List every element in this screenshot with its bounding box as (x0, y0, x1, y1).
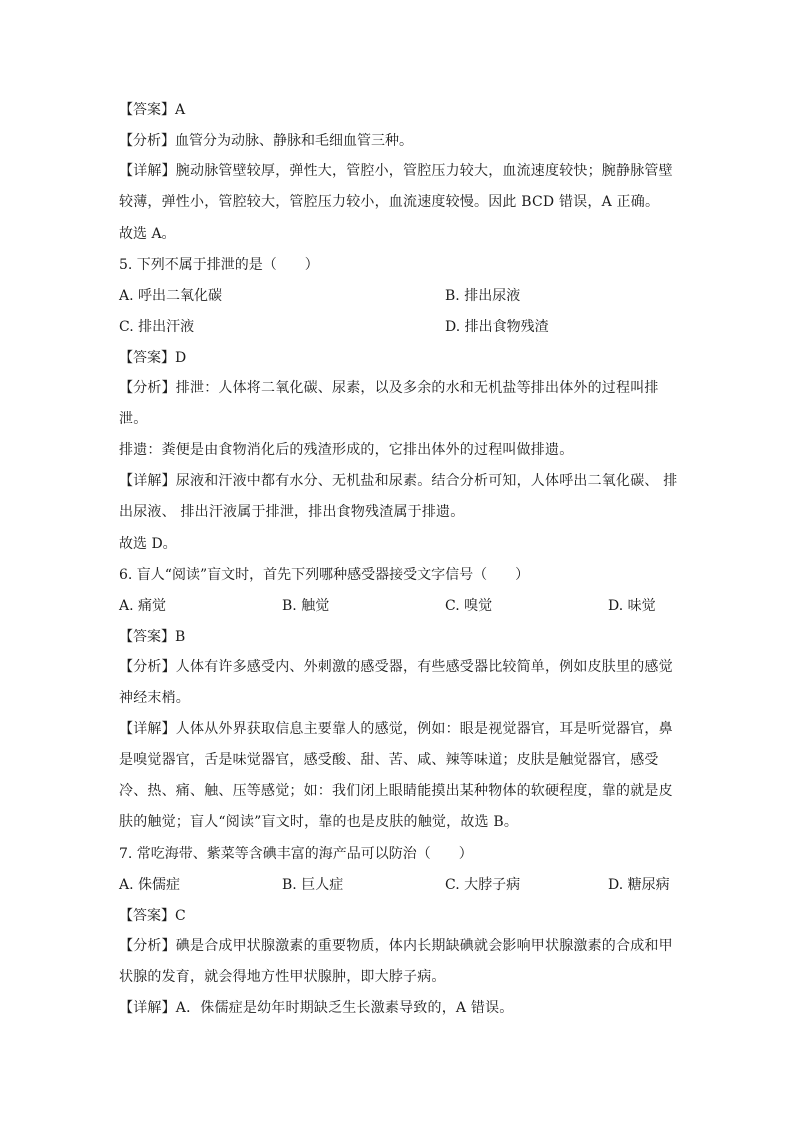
q6-analysis: 【分析】人体有许多感受内、外刺激的感受器，有些感受器比较简单，例如皮肤里的感觉神经末梢。 (119, 659, 673, 706)
q7-analysis: 【分析】碘是合成甲状腺激素的重要物质，体内长期缺碘就会影响甲状腺激素的合成和甲状腺的发育，就会得地方性甲状腺肿，即大脖子病。 (119, 938, 673, 985)
q6-answer: 【答案】B (119, 629, 186, 645)
q6-option-a: A. 痛觉 (119, 598, 167, 614)
q5-option-d: D. 排出食物残渣 (445, 319, 549, 335)
q5-answer: 【答案】D (119, 350, 187, 366)
q6-option-c: C. 嗅觉 (445, 598, 493, 614)
q4-conclusion: 故选 A。 (119, 226, 176, 242)
q5-analysis: 【分析】排泄：人体将二氧化碳、尿素，以及多余的水和无机盐等排出体外的过程叫排泄。 (119, 380, 659, 427)
q6-stem: 6. 盲人“阅读”盲文时，首先下列哪种感受器接受文字信号（ ） (119, 567, 530, 583)
q4-detail: 【详解】腕动脉管壁较厚，弹性大，管腔小，管腔压力较大，血流速度较快；腕静脉管壁较薄，弹性小，管腔较大，管腔压力较小，血流速度较慢。因此 BCD 错误，A 正确。 (119, 163, 673, 210)
q5-options-row-2 (119, 317, 679, 348)
q6-option-b: B. 触觉 (282, 598, 330, 614)
q4-answer: 【答案】A (119, 102, 186, 118)
q6-option-d: D. 味觉 (608, 598, 656, 614)
document-page (119, 100, 679, 1024)
q5-analysis-2: 排遗：粪便是由食物消化后的残渣形成的，它排出体外的过程叫做排遗。 (119, 442, 574, 458)
q5-option-c: C. 排出汗液 (119, 319, 195, 335)
q7-option-c: C. 大脖子病 (445, 877, 521, 893)
q4-analysis: 【分析】血管分为动脉、静脉和毛细血管三种。 (119, 133, 413, 149)
q6-options-row (119, 596, 679, 627)
q5-stem: 5. 下列不属于排泄的是（ ） (119, 257, 319, 273)
q5-option-b: B. 排出尿液 (445, 288, 521, 304)
q5-detail: 【详解】尿液和汗液中都有水分、无机盐和尿素。结合分析可知，人体呼出二氧化碳、 排出尿液、 排出汗液属于排泄，排出食物残渣属于排遗。 (119, 473, 678, 520)
q7-option-d: D. 糖尿病 (608, 877, 670, 893)
q7-stem: 7. 常吃海带、紫菜等含碘丰富的海产品可以防治（ ） (119, 846, 473, 862)
q7-option-b: B. 巨人症 (282, 877, 344, 893)
q7-options-row (119, 875, 679, 906)
q6-detail: 【详解】人体从外界获取信息主要靠人的感觉，例如：眼是视觉器官，耳是听觉器官，鼻是嗅觉器官，舌是味觉器官，感受酸、甜、苦、咸、辣等味道；皮肤是触觉器官，感受冷、热、痛、触、压等感觉；如：我们闭上眼睛能摸出某种物体的软硬程度，靠的就是皮肤的触觉；盲人“阅读”盲文时，靠的也是皮肤的触觉，故选 B。 (119, 721, 673, 830)
q5-conclusion: 故选 D。 (119, 536, 177, 552)
q7-answer: 【答案】C (119, 908, 186, 924)
q7-detail: 【详解】A．侏儒症是幼年时期缺乏生长激素导致的，A 错误。 (119, 1000, 514, 1016)
q7-option-a: A. 侏儒症 (119, 877, 181, 893)
q5-options-row-1 (119, 286, 679, 317)
q5-option-a: A. 呼出二氧化碳 (119, 288, 223, 304)
